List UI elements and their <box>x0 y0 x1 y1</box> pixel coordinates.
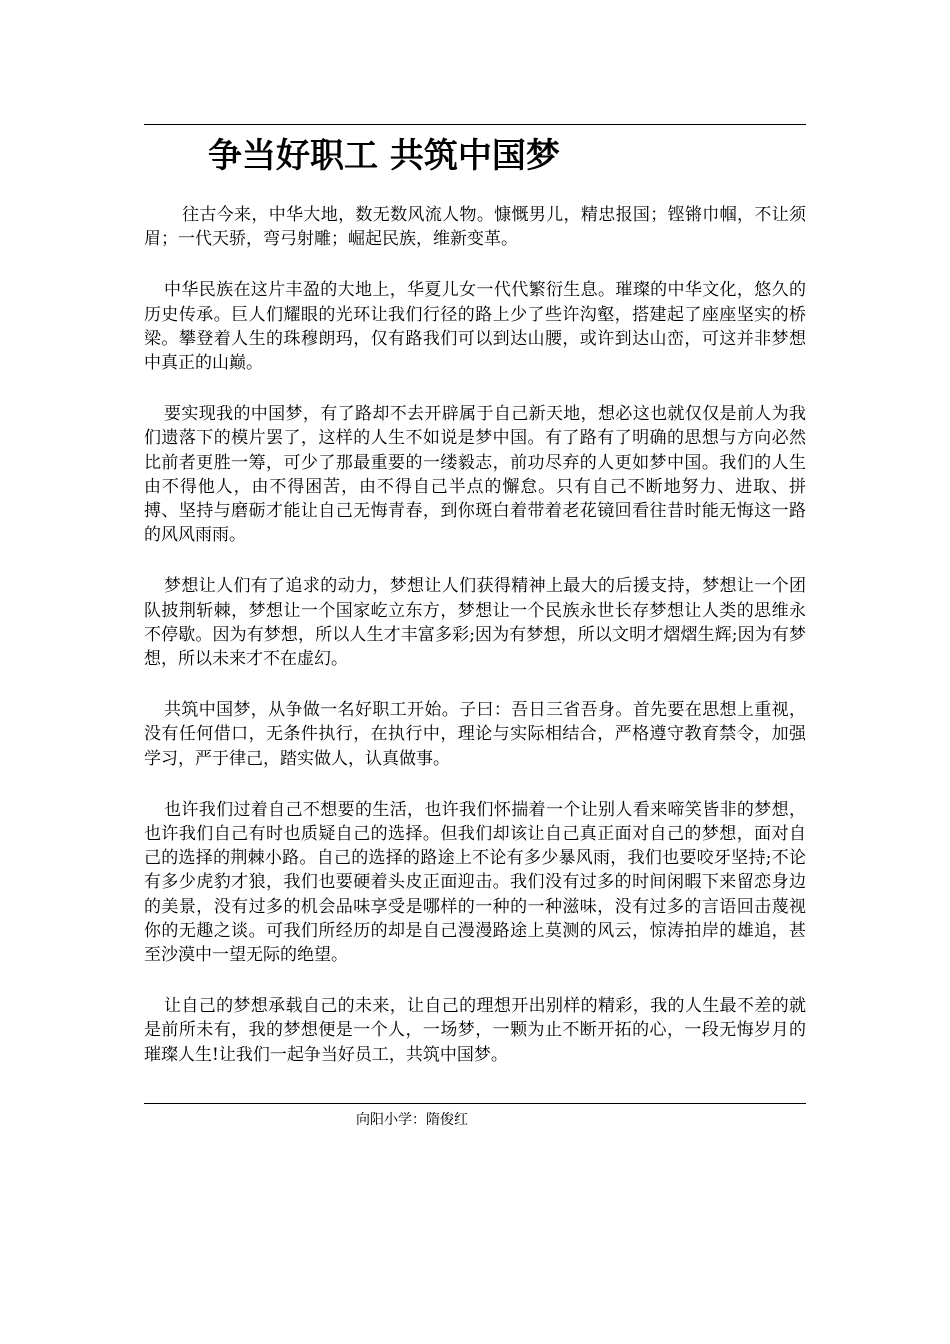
top-rule <box>144 124 806 125</box>
bottom-rule <box>144 1103 806 1104</box>
paragraph-4: 梦想让人们有了追求的动力，梦想让人们获得精神上最大的后援支持，梦想让一个团队披荆斩棘，梦想让一个国家屹立东方，梦想让一个民族永世长存梦想让人类的思维永不停歇。因为有梦想，所以人生才丰富多彩;因为有梦想，所以文明才熠熠生辉;因为有梦想，所以未来才不在虚幻。 <box>144 576 806 670</box>
paragraph-3: 要实现我的中国梦，有了路却不去开辟属于自己新天地，想必这也就仅仅是前人为我们遗落下的模片罢了，这样的人生不如说是梦中国。有了路有了明确的思想与方向必然比前者更胜一筹，可少了那最重要的一缕毅志，前功尽弃的人更如梦中国。我们的人生由不得他人，由不得困苦，由不得自己半点的懈怠。只有自己不断地努力、进取、拼搏、坚持与磨砺才能让自己无悔青春，到你斑白着带着老花镜回看往昔时能无悔这一路的风风雨雨。 <box>144 404 806 546</box>
paragraph-7: 让自己的梦想承载自己的未来，让自己的理想开出别样的精彩，我的人生最不差的就是前所未有，我的梦想便是一个人，一场梦，一颗为止不断开拓的心，一段无悔岁月的璀璨人生!让我们一起争当好员工，共筑中国梦。 <box>144 996 806 1065</box>
article-body <box>144 203 806 1094</box>
paragraph-5: 共筑中国梦，从争做一名好职工开始。子曰：吾日三省吾身。首先要在思想上重视，没有任何借口，无条件执行，在执行中，理论与实际相结合，严格遵守教育禁令，加强学习，严于律己，踏实做人，认真做事。 <box>144 700 806 769</box>
paragraph-1: 往古今来，中华大地，数无数风流人物。慷慨男儿，精忠报国；铿锵巾帼，不让须眉；一代天骄，弯弓射雕；崛起民族，维新变革。 <box>144 205 806 250</box>
paragraph-6: 也许我们过着自己不想要的生活，也许我们怀揣着一个让别人看来啼笑皆非的梦想，也许我们自己有时也质疑自己的选择。但我们却该让自己真正面对自己的梦想，面对自己的选择的荆棘小路。自己的选择的路途上不论有多少暴风雨，我们也要咬牙坚持;不论有多少虎豹才狼，我们也要硬着头皮正面迎击。我们没有过多的时间闲暇下来留恋身边的美景，没有过多的机会品味享受是哪样的一种的一种滋味，没有过多的言语回击蔑视你的无趣之谈。可我们所经历的却是自己漫漫路途上莫测的风云，惊涛拍岸的雄追，甚至沙漠中一望无际的绝望。 <box>144 799 806 966</box>
author-footer: 向阳小学：隋俊红 <box>356 1112 468 1128</box>
paragraph-2: 中华民族在这片丰盈的大地上，华夏儿女一代代繁衍生息。璀璨的中华文化，悠久的历史传承。巨人们耀眼的光环让我们行径的路上少了些许沟壑，搭建起了座座坚实的桥梁。攀登着人生的珠穆朗玛，仅有路我们可以到达山腰，或许到达山峦，可这并非梦想中真正的山巅。 <box>144 280 806 374</box>
page-title: 争当好职工 共筑中国梦 <box>208 136 560 176</box>
